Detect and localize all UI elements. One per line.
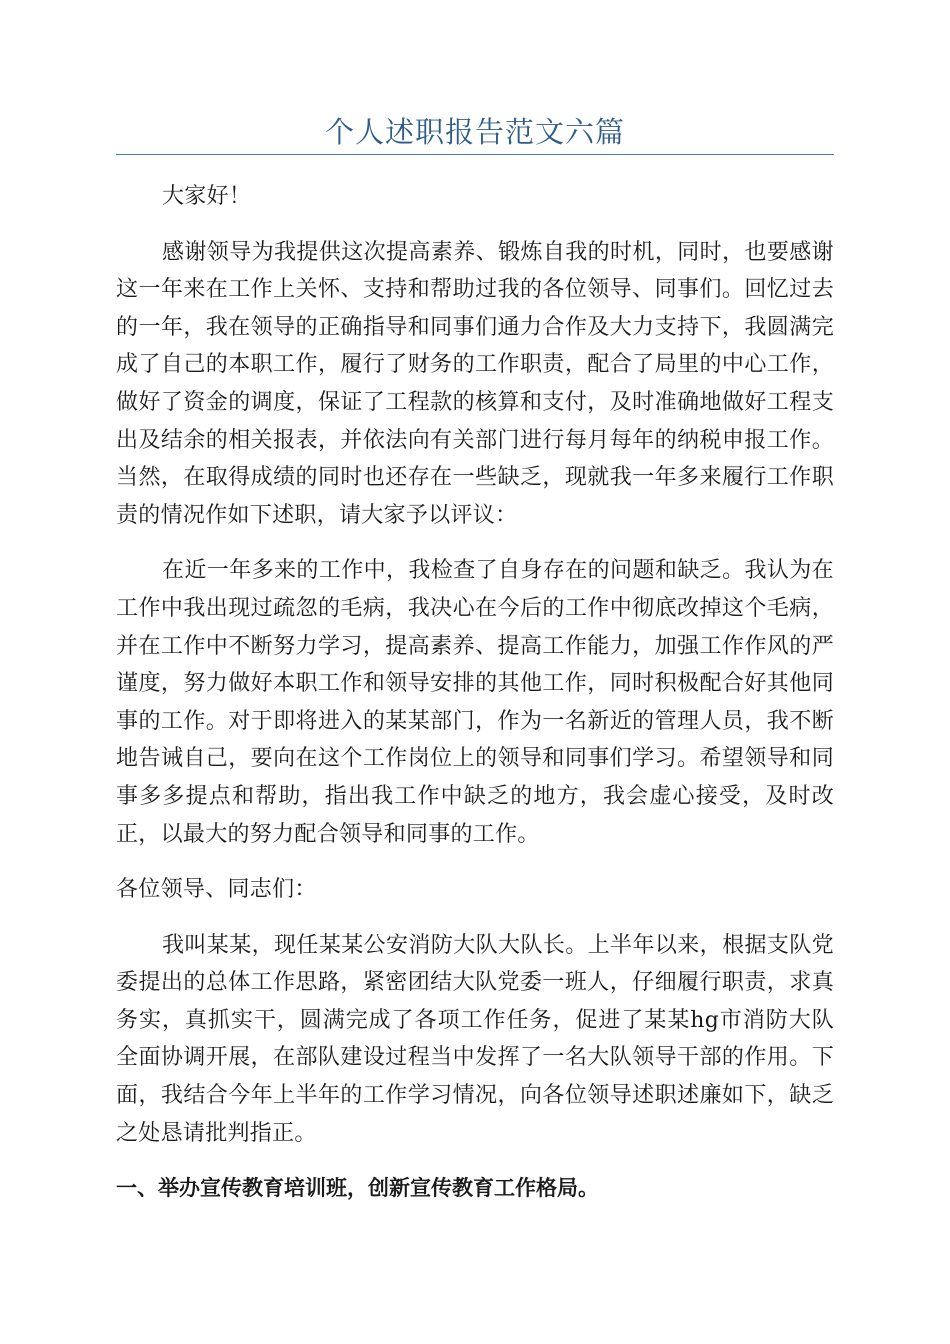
paragraph-2: 在近一年多来的工作中，我检查了自身存在的问题和缺乏。我认为在工作中我出现过疏忽的毛病，我决心在今后的工作中彻底改掉这个毛病，并在工作中不断努力学习，提高素养、提高工作能力，加强工作作风的严谨度，努力做好本职工作和领导安排的其他工作，同时积极配合好其他同事的工作。对于即将进入的某某部门，作为一名新近的管理人员，我不断地告诫自己，要向在这个工作岗位上的领导和同事们学习。希望领导和同事多多提点和帮助，指出我工作中缺乏的地方，我会虚心接受，及时改正，以最大的努力配合领导和同事的工作。 [116,558,834,847]
greeting: 大家好！ [162,184,252,209]
document-body [116,148,834,1208]
salutation: 各位领导、同志们： [116,877,317,903]
paragraph-1: 感谢领导为我提供这次提高素养、锻炼自我的时机，同时，也要感谢这一年来在工作上关怀、支持和帮助过我的各位领导、同事们。回忆过去的一年，我在领导的正确指导和同事们通力合作及大力支持下，我圆满完成了自己的本职工作，履行了财务的工作职责，配合了局里的中心工作，做好了资金的调度，保证了工程款的核算和支付，及时准确地做好工程支出及结余的相关报表，并依法向有关部门进行每月每年的纳税申报工作。当然，在取得成绩的同时也还存在一些缺乏，现就我一年多来履行工作职责的情况作如下述职，请大家予以评议： [116,239,834,528]
section-heading: 一、举办宣传教育培训班，创新宣传教育工作格局。 [116,1176,599,1201]
document-title: 个人述职报告范文六篇 [324,115,625,149]
paragraph-3: 我叫某某，现任某某公安消防大队大队长。上半年以来，根据支队党委提出的总体工作思路，紧密团结大队党委一班人，仔细履行职责，求真务实，真抓实干，圆满完成了各项工作任务，促进了某某hg市消防大队全面协调开展，在部队建设过程当中发挥了一名大队领导干部的作用。下面，我结合今年上半年的工作学习情况，向各位领导述职述廉如下，缺乏之处恳请批判指正。 [116,932,834,1146]
